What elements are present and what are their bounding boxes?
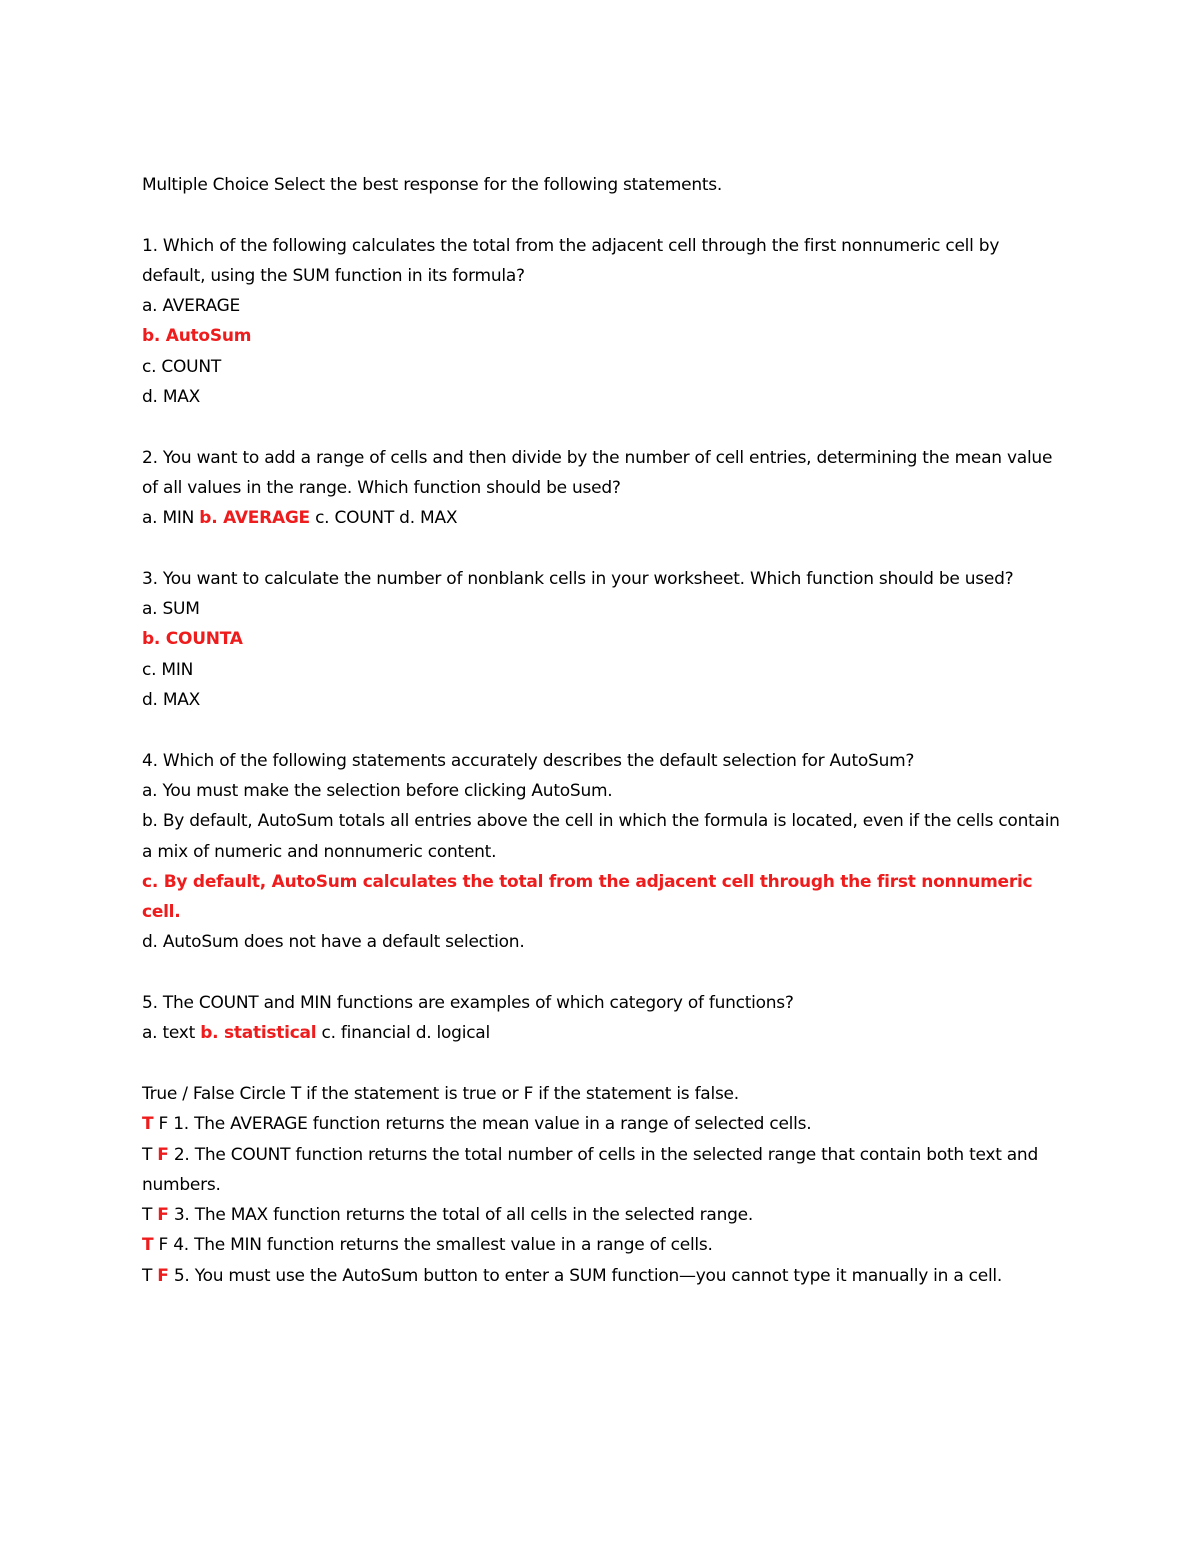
text-line: [142, 867, 1062, 928]
text-line: [142, 746, 1062, 776]
text-line: [142, 1109, 1062, 1139]
line-text: a. text: [142, 1023, 201, 1044]
line-text: F 4. The MIN function returns the smallest value in a range of cells.: [153, 1235, 713, 1256]
line-text: a. You must make the selection before clicking AutoSum.: [142, 780, 613, 801]
text-line: [142, 564, 1062, 594]
answer-text: F: [157, 1205, 169, 1226]
line-text: d. AutoSum does not have a default selection.: [142, 932, 525, 953]
line-text: a. AVERAGE: [142, 296, 241, 317]
document-body: [142, 170, 1062, 1291]
text-line: [142, 352, 1062, 382]
text-line: [142, 170, 1062, 200]
line-text: 5. The COUNT and MIN functions are examples of which category of functions?: [142, 993, 794, 1014]
text-line: [142, 624, 1062, 654]
text-line: [142, 776, 1062, 806]
line-text: 1. Which of the following calculates the total from the adjacent cell through the first nonnumeric cell by default, using the SUM function in its formula?: [142, 235, 1000, 286]
text-line: [142, 1200, 1062, 1230]
text-line: [142, 806, 1062, 867]
answer-text: b. COUNTA: [142, 629, 243, 650]
text-line: [142, 1140, 1062, 1201]
text-line: [142, 291, 1062, 321]
line-text: T: [142, 1205, 158, 1226]
line-text: F 1. The AVERAGE function returns the mean value in a range of selected cells.: [153, 1114, 812, 1135]
line-text: c. MIN: [142, 659, 194, 680]
line-text: c. financial d. logical: [316, 1023, 490, 1044]
paragraph-gap: [142, 534, 1062, 564]
text-line: [142, 503, 1062, 533]
answer-text: F: [157, 1265, 169, 1286]
line-text: b. By default, AutoSum totals all entries above the cell in which the formula is located, even if the cells contain a mix of numeric and nonnumeric content.: [142, 811, 1060, 862]
text-line: [142, 1261, 1062, 1291]
line-text: 3. You want to calculate the number of nonblank cells in your worksheet. Which function should be used?: [142, 568, 1014, 589]
text-line: [142, 594, 1062, 624]
line-text: 3. The MAX function returns the total of all cells in the selected range.: [168, 1205, 754, 1226]
line-text: c. COUNT: [142, 356, 221, 377]
text-line: [142, 1230, 1062, 1260]
answer-text: T: [142, 1114, 154, 1135]
line-text: 4. Which of the following statements accurately describes the default selection for AutoSum?: [142, 750, 915, 771]
text-line: [142, 685, 1062, 715]
text-line: [142, 443, 1062, 504]
line-text: a. MIN: [142, 508, 200, 529]
paragraph-gap: [142, 958, 1062, 988]
text-line: [142, 988, 1062, 1018]
text-line: [142, 231, 1062, 292]
text-line: [142, 382, 1062, 412]
paragraph-gap: [142, 1049, 1062, 1079]
text-line: [142, 927, 1062, 957]
line-text: d. MAX: [142, 690, 201, 711]
line-text: True / False Circle T if the statement is true or F if the statement is false.: [142, 1083, 739, 1104]
text-line: [142, 1079, 1062, 1109]
line-text: 2. The COUNT function returns the total number of cells in the selected range that contain both text and numbers.: [142, 1144, 1039, 1195]
line-text: c. COUNT d. MAX: [309, 508, 458, 529]
answer-text: F: [157, 1144, 169, 1165]
line-text: T: [142, 1265, 158, 1286]
line-text: a. SUM: [142, 599, 200, 620]
answer-text: b. AutoSum: [142, 326, 252, 347]
line-text: Multiple Choice Select the best response for the following statements.: [142, 175, 723, 195]
text-line: [142, 321, 1062, 351]
answer-text: T: [142, 1235, 154, 1256]
answer-text: b. AVERAGE: [199, 508, 310, 529]
paragraph-gap: [142, 412, 1062, 442]
paragraph-gap: [142, 715, 1062, 745]
text-line: [142, 1018, 1062, 1048]
line-text: d. MAX: [142, 387, 201, 408]
line-text: 5. You must use the AutoSum button to enter a SUM function—you cannot type it manually in a cell.: [168, 1265, 1003, 1286]
answer-text: c. By default, AutoSum calculates the total from the adjacent cell through the first nonnumeric cell.: [142, 871, 1033, 923]
text-line: [142, 655, 1062, 685]
answer-text: b. statistical: [200, 1023, 317, 1044]
paragraph-gap: [142, 200, 1062, 230]
line-text: 2. You want to add a range of cells and then divide by the number of cell entries, determining the mean value of all values in the range. Which function should be used?: [142, 447, 1053, 498]
line-text: T: [142, 1144, 158, 1165]
